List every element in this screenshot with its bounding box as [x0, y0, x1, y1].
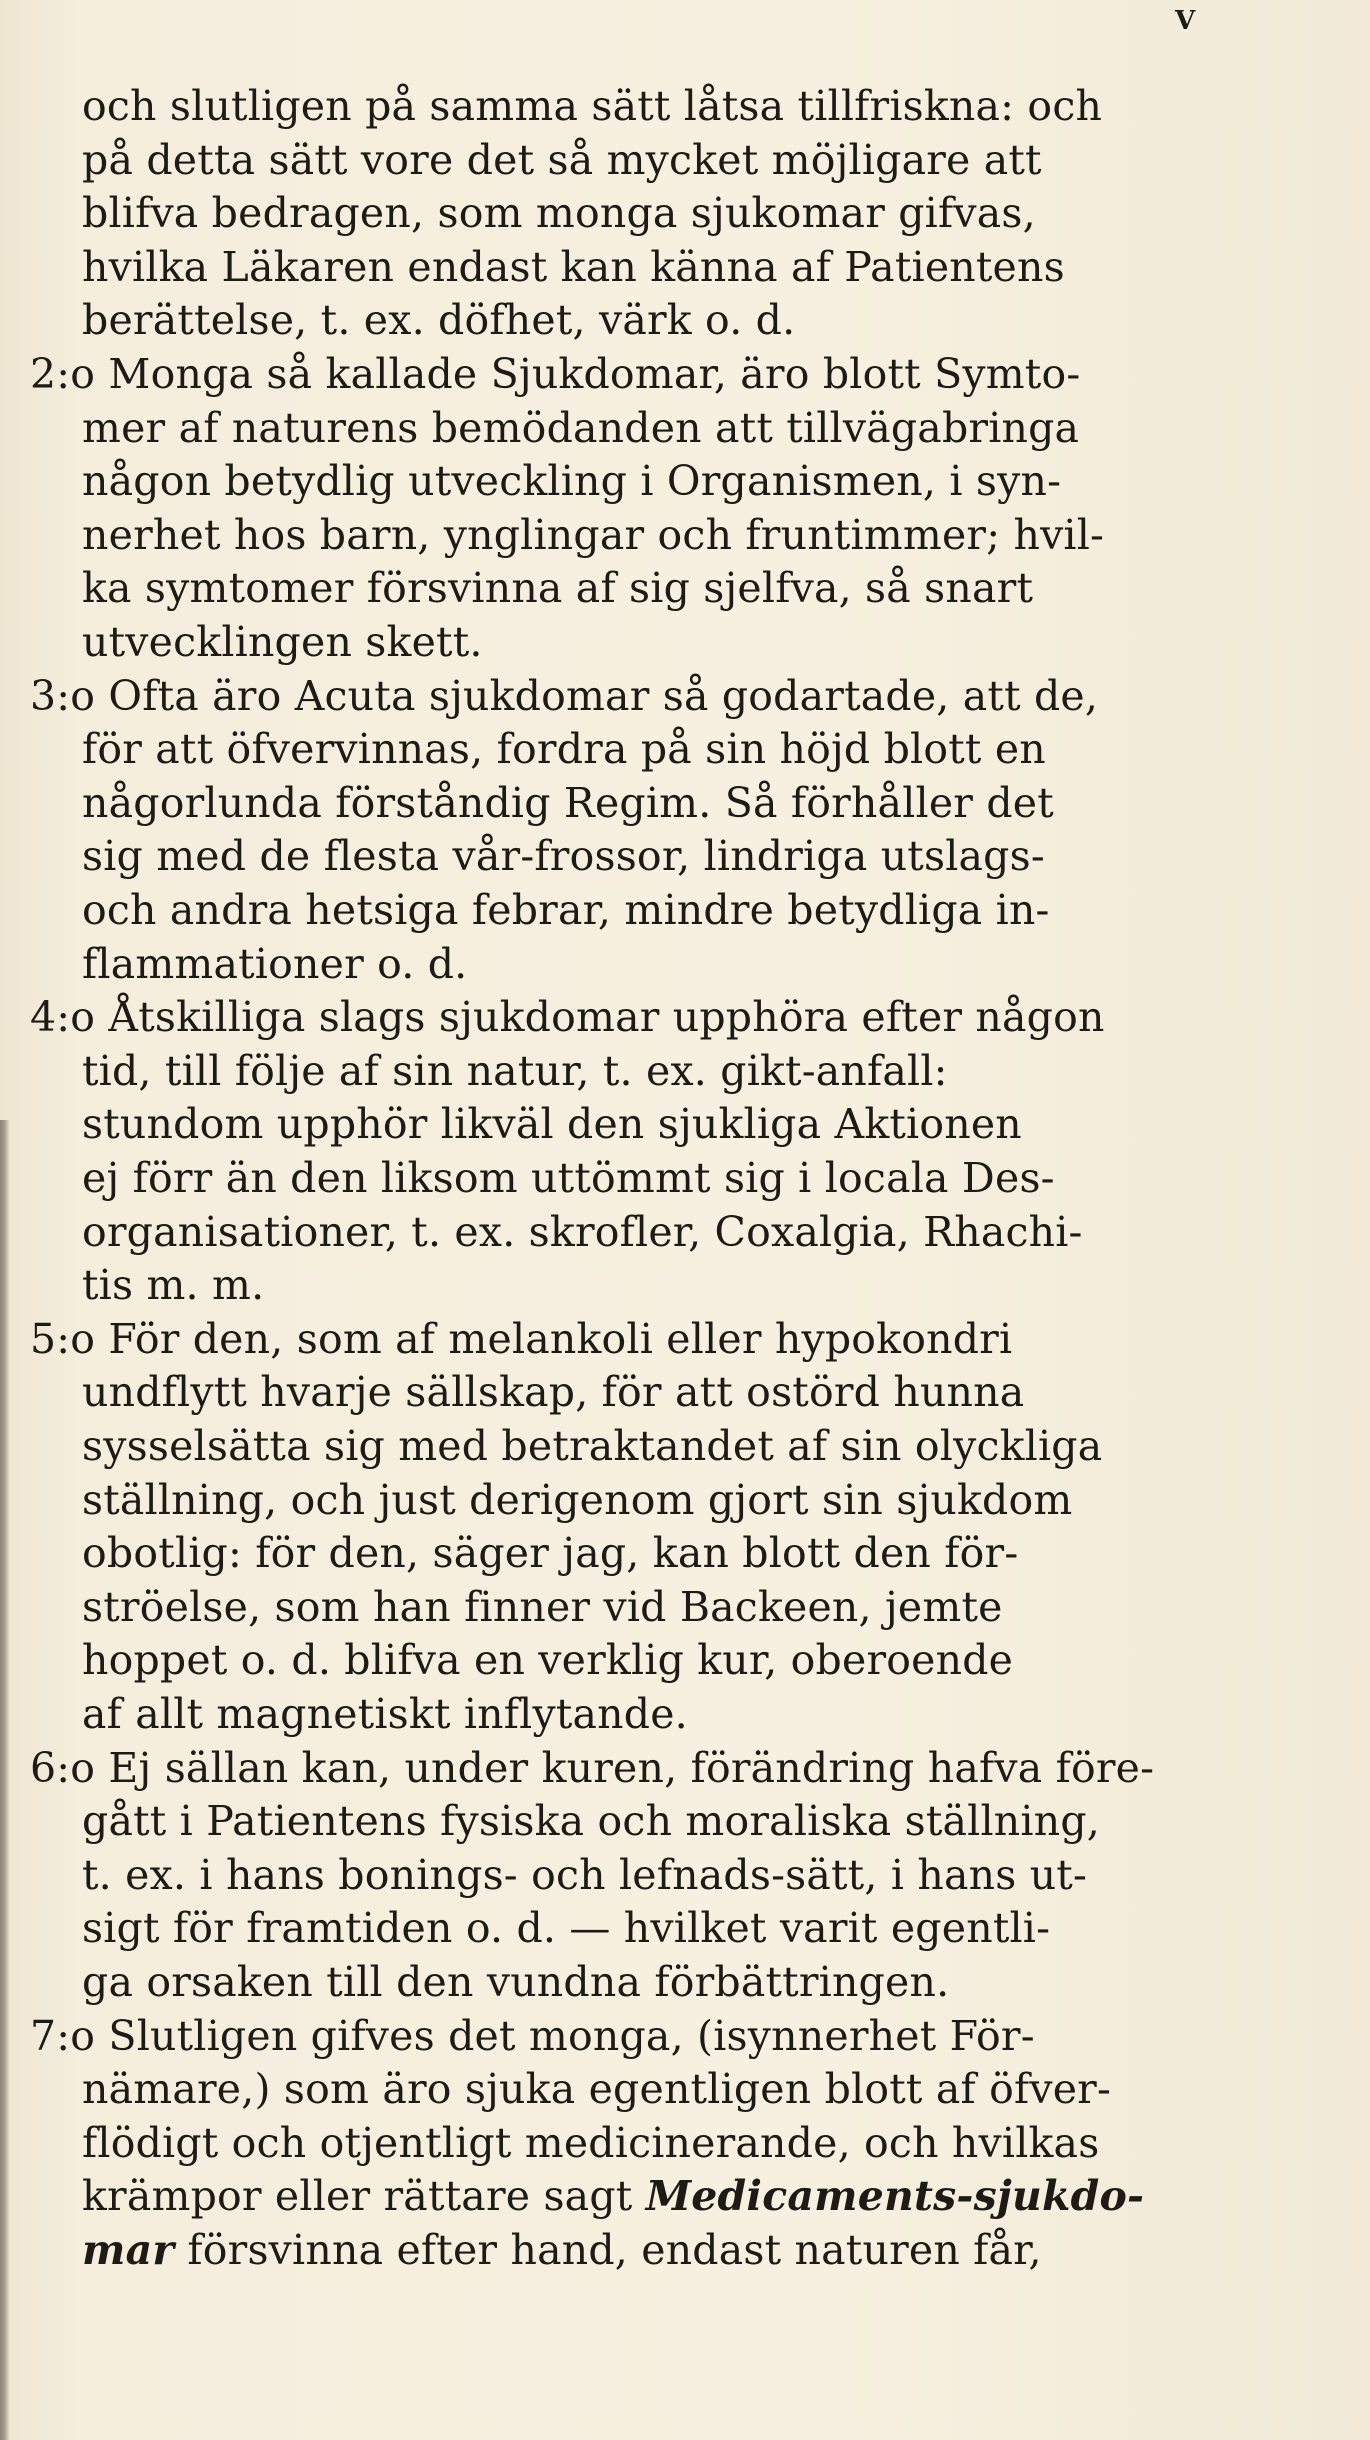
text-line: [30, 1314, 1013, 1363]
line-text: t. ex. i hans bonings- och lefnads-sätt, i hans ut-: [82, 1850, 1088, 1899]
line-text: tid, till följe af sin natur, t. ex. gikt-anfall:: [82, 1046, 948, 1095]
line-text: obotlig: för den, säger jag, kan blott den för-: [82, 1529, 1019, 1578]
text-line: [82, 939, 468, 988]
line-text: flammationer o. d.: [82, 939, 468, 988]
text-line: [82, 2226, 1042, 2274]
line-text: krämpor eller rättare sagt: [82, 2172, 633, 2221]
text-line: [82, 1261, 265, 1310]
text-line: [30, 671, 1099, 720]
text-line: [82, 1422, 1103, 1470]
text-line: [82, 886, 1050, 934]
text-line: [82, 1850, 1088, 1899]
line-text: 6:o Ej sällan kan, under kuren, förändring hafva före-: [30, 1743, 1155, 1792]
line-text: hvilka Läkaren endast kan känna af Patientens: [82, 242, 1065, 291]
text-line: [30, 350, 1081, 398]
text-line: [82, 1207, 1083, 1256]
line-text: undflytt hvarje sällskap, för att ostörd hunna: [82, 1368, 1025, 1417]
text-line: [82, 725, 1046, 774]
text-line: [82, 189, 1036, 238]
line-text: och andra hetsiga febrar, mindre betydliga in-: [82, 886, 1050, 934]
text-line: [82, 618, 483, 666]
text-line: [82, 1582, 1003, 1631]
line-text: nämare,) som äro sjuka egentligen blott af öfver-: [82, 2065, 1112, 2114]
text-line: [82, 1797, 1101, 1846]
text-line: [82, 832, 1045, 881]
text-line: [30, 1743, 1155, 1792]
text-line: [82, 1958, 950, 2006]
text-line: [82, 778, 1054, 827]
text-line: [30, 2011, 1035, 2060]
line-text: af allt magnetiskt inflytande.: [82, 1690, 688, 1738]
line-text: 3:o Ofta äro Acuta sjukdomar så godartade, att de,: [30, 671, 1099, 720]
line-text: mer af naturens bemödanden att tillvägabringa: [82, 403, 1080, 452]
italic-text: Medicaments-sjukdo-: [645, 2172, 1145, 2221]
line-text: 2:o Monga så kallade Sjukdomar, äro blott Symto-: [30, 350, 1081, 398]
line-text: för att öfvervinnas, fordra på sin höjd blott en: [82, 725, 1046, 774]
line-text: ga orsaken till den vundna förbättringen.: [82, 1958, 950, 2006]
text-line: [82, 296, 796, 345]
text-line: [82, 564, 1034, 613]
line-text: utvecklingen skett.: [82, 618, 483, 666]
line-text: gått i Patientens fysiska och moraliska ställning,: [82, 1797, 1101, 1846]
italic-text: mar: [82, 2226, 175, 2274]
text-line: [82, 1154, 1055, 1202]
line-text: någorlunda förståndig Regim. Så förhåller det: [82, 778, 1054, 827]
line-text: sig med de flesta vår-frossor, lindriga utslags-: [82, 832, 1045, 881]
line-text: 4:o Åtskilliga slags sjukdomar upphöra efter någon: [30, 993, 1105, 1042]
text-line: [30, 993, 1105, 1042]
line-text: flödigt och otjentligt medicinerande, och hvilkas: [82, 2118, 1100, 2167]
line-text: 7:o Slutligen gifves det monga, (isynnerhet För-: [30, 2011, 1035, 2060]
line-text: blifva bedragen, som monga sjukomar gifvas,: [82, 189, 1036, 238]
line-text: 5:o För den, som af melankoli eller hypokondri: [30, 1314, 1013, 1363]
line-text: tis m. m.: [82, 1261, 265, 1310]
line-text: berättelse, t. ex. döfhet, värk o. d.: [82, 296, 796, 345]
line-text: stundom upphör likväl den sjukliga Aktionen: [82, 1100, 1022, 1149]
line-text: på detta sätt vore det så mycket möjligare att: [82, 135, 1042, 184]
line-text: nerhet hos barn, ynglingar och fruntimmer; hvil-: [82, 510, 1105, 559]
text-line: [82, 135, 1042, 184]
text-line: [82, 82, 1103, 130]
text-line: [82, 1690, 688, 1738]
page-signature-mark: V: [1175, 6, 1196, 36]
page-edge-shadow: [0, 1120, 10, 2440]
text-line: [82, 2065, 1112, 2114]
line-text: hoppet o. d. blifva en verklig kur, oberoende: [82, 1636, 1014, 1685]
text-line: [82, 1046, 948, 1095]
line-text: ströelse, som han finner vid Backeen, jemte: [82, 1582, 1003, 1631]
text-line: [82, 510, 1105, 559]
line-text: organisationer, t. ex. skrofler, Coxalgia, Rhachi-: [82, 1207, 1083, 1256]
text-line: [82, 2118, 1100, 2167]
line-text: sysselsätta sig med betraktandet af sin olyckliga: [82, 1422, 1103, 1470]
text-line: [82, 1904, 1051, 1953]
line-text: sigt för framtiden o. d. — hvilket varit egentli-: [82, 1904, 1051, 1953]
line-text: ej förr än den liksom uttömmt sig i locala Des-: [82, 1154, 1055, 1202]
text-line: [82, 1100, 1022, 1149]
line-text: någon betydlig utveckling i Organismen, i syn-: [82, 457, 1062, 506]
text-line: [82, 1475, 1073, 1524]
line-text: ka symtomer försvinna af sig sjelfva, så snart: [82, 564, 1034, 613]
line-text: ställning, och just derigenom gjort sin sjukdom: [82, 1475, 1073, 1524]
text-line: [82, 403, 1080, 452]
text-line: [82, 1529, 1019, 1578]
line-text: försvinna efter hand, endast naturen får,: [174, 2226, 1042, 2274]
text-line: [82, 242, 1065, 291]
text-line: [82, 457, 1062, 506]
text-line: [82, 1636, 1014, 1685]
text-line: [82, 2172, 1145, 2221]
text-line: [82, 1368, 1025, 1417]
line-text: och slutligen på samma sätt låtsa tillfriskna: och: [82, 82, 1103, 130]
